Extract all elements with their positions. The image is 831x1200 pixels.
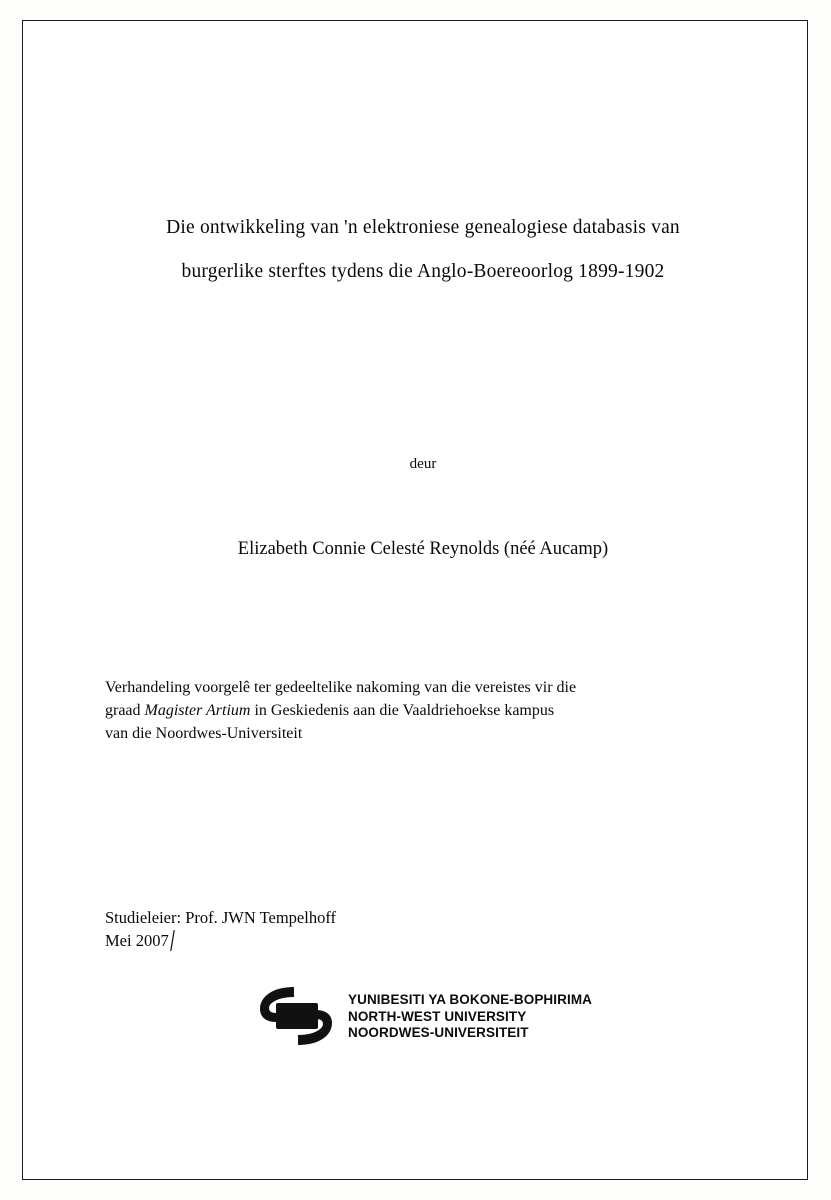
- degree-statement-line-1: Verhandeling voorgelê ter gedeeltelike nakoming van die vereistes vir die: [105, 679, 577, 696]
- degree-statement-line-2-after: in Geskiedenis aan die Vaaldriehoekse kampus: [250, 702, 555, 719]
- degree-statement: [105, 676, 717, 745]
- supervisor-line: Studieleier: Prof. JWN Tempelhoff: [105, 908, 337, 927]
- date-line: [105, 929, 181, 952]
- degree-statement-line-3: van die Noordwes-Universiteit: [105, 725, 303, 742]
- title-line-1: Die ontwikkeling van 'n elektroniese genealogiese databasis van: [166, 217, 680, 238]
- nwu-logo-icon: [254, 983, 340, 1049]
- by-label: deur: [409, 456, 437, 472]
- logo-line-3: NOORDWES-UNIVERSITEIT: [347, 1025, 529, 1041]
- logo-line-1: YUNIBESITI YA BOKONE-BOPHIRIMA: [347, 992, 593, 1008]
- university-logo: [103, 983, 743, 1049]
- degree-statement-line-2-before: graad: [105, 702, 145, 719]
- university-logo-text: [348, 990, 592, 1042]
- logo-line-2: NORTH-WEST UNIVERSITY: [347, 1008, 527, 1024]
- pen-mark-icon: ╱: [165, 931, 181, 952]
- page-title: [103, 206, 743, 294]
- title-line-2: burgerlike sterftes tydens die Anglo-Boereoorlog 1899-1902: [181, 261, 665, 282]
- degree-statement-line-2: [105, 699, 717, 722]
- author-name: Elizabeth Connie Celesté Reynolds (néé Aucamp): [237, 539, 609, 559]
- date-text: Mei 2007: [105, 931, 169, 950]
- page-border: [22, 20, 808, 1180]
- page-content: [103, 21, 743, 1179]
- supervisor-block: [105, 906, 705, 952]
- degree-name: Magister Artium: [144, 702, 251, 719]
